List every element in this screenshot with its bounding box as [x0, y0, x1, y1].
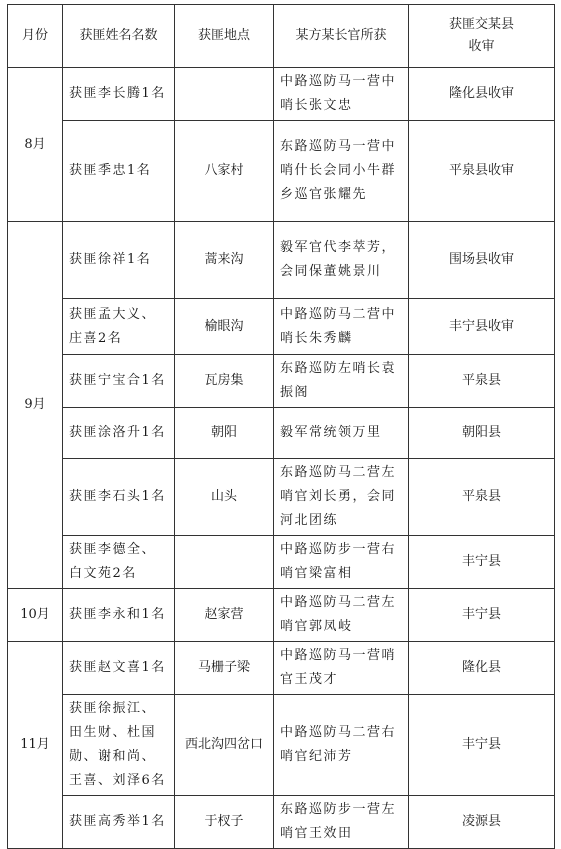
names-cell: 获匪高秀举1名 [63, 796, 175, 849]
county-cell: 围场县收审 [409, 222, 555, 299]
bandit-capture-table [7, 4, 555, 849]
header-place: 获匪地点 [175, 5, 274, 68]
month-cell-nov: 11月 [8, 642, 63, 849]
table-row [8, 68, 555, 121]
place-cell: 瓦房集 [175, 355, 274, 408]
county-cell: 朝阳县 [409, 408, 555, 459]
table-row [8, 121, 555, 222]
names-cell: 获匪季忠1名 [63, 121, 175, 222]
place-cell [175, 68, 274, 121]
captor-cell: 东路巡防步一营左哨官王效田 [274, 796, 409, 849]
captor-cell: 中路巡防马一营哨官王茂才 [274, 642, 409, 695]
place-cell: 赵家营 [175, 589, 274, 642]
table-row [8, 459, 555, 536]
county-cell: 平泉县收审 [409, 121, 555, 222]
captor-cell: 东路巡防马一营中哨什长会同小牛群乡巡官张耀先 [274, 121, 409, 222]
header-county: 获匪交某县 收审 [409, 5, 555, 68]
county-cell: 丰宁县 [409, 695, 555, 796]
names-cell: 获匪徐祥1名 [63, 222, 175, 299]
table-row [8, 796, 555, 849]
header-row [8, 5, 555, 68]
county-cell: 平泉县 [409, 355, 555, 408]
county-cell: 丰宁县 [409, 589, 555, 642]
county-cell: 丰宁县收审 [409, 299, 555, 355]
table-row [8, 589, 555, 642]
table-row [8, 536, 555, 589]
captor-cell: 中路巡防马二营中哨长朱秀麟 [274, 299, 409, 355]
month-cell-oct: 10月 [8, 589, 63, 642]
header-month: 月份 [8, 5, 63, 68]
county-cell: 丰宁县 [409, 536, 555, 589]
names-cell: 获匪李德全、白文苑2名 [63, 536, 175, 589]
county-cell: 凌源县 [409, 796, 555, 849]
captor-cell: 毅军官代李萃芳，会同保董姚景川 [274, 222, 409, 299]
names-cell: 获匪徐振江、田生财、杜国勋、谢和尚、王喜、刘泽6名 [63, 695, 175, 796]
table-row [8, 642, 555, 695]
table-row [8, 222, 555, 299]
place-cell: 马栅子梁 [175, 642, 274, 695]
page [7, 4, 555, 849]
table-row [8, 695, 555, 796]
names-cell: 获匪赵文喜1名 [63, 642, 175, 695]
county-cell: 平泉县 [409, 459, 555, 536]
captor-cell: 东路巡防马二营左哨官刘长勇，会同河北团练 [274, 459, 409, 536]
header-captor: 某方某长官所获 [274, 5, 409, 68]
names-cell: 获匪涂洛升1名 [63, 408, 175, 459]
names-cell: 获匪孟大义、庄喜2名 [63, 299, 175, 355]
table-row [8, 299, 555, 355]
county-cell: 隆化县收审 [409, 68, 555, 121]
place-cell: 西北沟四岔口 [175, 695, 274, 796]
place-cell: 朝阳 [175, 408, 274, 459]
names-cell: 获匪李长腾1名 [63, 68, 175, 121]
county-cell: 隆化县 [409, 642, 555, 695]
names-cell: 获匪李永和1名 [63, 589, 175, 642]
captor-cell: 中路巡防马二营右哨官纪沛芳 [274, 695, 409, 796]
captor-cell: 中路巡防马一营中哨长张文忠 [274, 68, 409, 121]
place-cell: 山头 [175, 459, 274, 536]
month-cell-sep: 9月 [8, 222, 63, 589]
place-cell: 八家村 [175, 121, 274, 222]
captor-cell: 毅军常统领万里 [274, 408, 409, 459]
captor-cell: 东路巡防左哨长袁振阁 [274, 355, 409, 408]
table-row [8, 355, 555, 408]
header-names: 获匪姓名名数 [63, 5, 175, 68]
place-cell: 蒿来沟 [175, 222, 274, 299]
place-cell [175, 536, 274, 589]
names-cell: 获匪宁宝合1名 [63, 355, 175, 408]
month-cell-aug: 8月 [8, 68, 63, 222]
place-cell: 榆眼沟 [175, 299, 274, 355]
captor-cell: 中路巡防步一营右哨官梁富相 [274, 536, 409, 589]
names-cell: 获匪李石头1名 [63, 459, 175, 536]
place-cell: 于杈子 [175, 796, 274, 849]
captor-cell: 中路巡防马二营左哨官郭凤岐 [274, 589, 409, 642]
table-row [8, 408, 555, 459]
